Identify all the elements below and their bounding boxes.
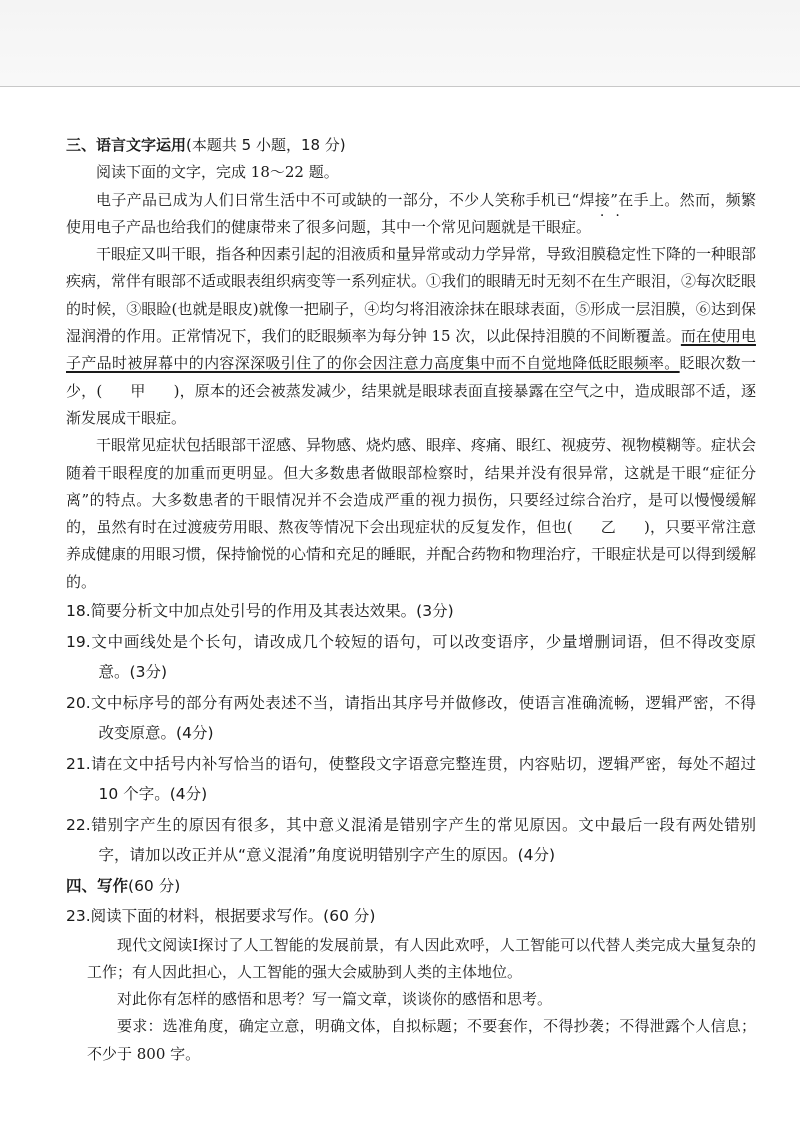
section-3-heading — [66, 132, 756, 159]
question-text: 错别字产生的原因有很多，其中意义混淆是错别字产生的常见原因。文中最后一段有两处错别字，请加以改正并从“意义混淆”角度说明错别字产生的原因。(4分) — [90, 815, 756, 865]
question-number: 18. — [66, 602, 91, 621]
blank-a-label: 甲 — [130, 381, 146, 400]
exam-page-content — [66, 132, 756, 1068]
dotted-char-1: 焊 — [579, 190, 595, 209]
writing-material: 现代文阅读Ⅰ探讨了人工智能的发展前景，有人因此欢呼，人工智能可以代替人类完成大量复杂的工作；有人因此担心，人工智能的强大会威胁到人类的主体地位。 — [87, 935, 756, 981]
question-21 — [66, 749, 756, 810]
question-19 — [66, 627, 756, 688]
section-4-title: 四、写作 — [66, 876, 129, 895]
question-number: 19. — [66, 632, 91, 651]
blank-b-label: 乙 — [600, 518, 616, 537]
section-3-intro: 阅读下面的文字，完成 18～22 题。 — [96, 163, 339, 182]
question-20 — [66, 688, 756, 749]
p2-text-a: 干眼症又叫干眼，指各种因素引起的泪液质和量异常或动力学异常，导致泪膜稳定性下降的一种眼部疾病，常伴有眼部不适或眼表组织病变等一系列症状。①我们的眼睛无时无刻不在生产眼泪，②每次眨眼的时候，③眼睑(也就是眼皮)就像一把刷子，④均匀将泪液涂抹在眼球表面，⑤形成一层泪膜，⑥达到保湿润滑的作用。正常情况下，我们的眨眼频率为每分钟 15 次，以此保持泪膜的不间断覆盖。 — [66, 245, 757, 346]
question-text: 简要分析文中加点处引号的作用及其表达效果。(3分) — [90, 602, 454, 621]
passage-paragraph-2 — [66, 241, 756, 432]
p2-text-c: )，原本的还会被蒸发减少，结果就是眼球表面直接暴露在空气之中，造成眼部不适，逐渐发展成干眼症。 — [66, 381, 756, 427]
underlined-long-sentence: 而在使用电子产品时被屏幕中的内容深深吸引住了的你会因注意力高度集中而不自觉地降低眨眼频率。 — [66, 327, 756, 373]
question-number: 21. — [66, 754, 91, 773]
question-text: 文中画线处是个长句，请改成几个较短的语句，可以改变语序，少量增删词语，但不得改变原意。(3分) — [90, 632, 756, 682]
question-number: 22. — [66, 815, 91, 834]
question-number: 20. — [66, 693, 91, 712]
question-text: 请在文中括号内补写恰当的语句，使整段文字语意完整连贯，内容贴切，逻辑严密，每处不超过 10 个字。(4分) — [90, 754, 756, 804]
section-4-subtitle: (60 分) — [128, 876, 181, 895]
section-3-title: 三、语言文字运用 — [66, 136, 187, 154]
p1-text-b: ”在手上。然而，频繁使用电子产品也给我们的健康带来了很多问题，其中一个常见问题就是干眼症。 — [66, 190, 756, 236]
section-4-heading — [66, 871, 756, 902]
question-22 — [66, 810, 756, 871]
dotted-char-2: 接 — [594, 190, 611, 209]
writing-prompt: 对此你有怎样的感悟和思考？写一篇文章，谈谈你的感悟和思考。 — [117, 990, 553, 1009]
question-23 — [66, 901, 756, 932]
p2-text-b: 眨眼次数一少，( — [66, 354, 756, 400]
question-text: 阅读下面的材料，根据要求写作。(60 分) — [90, 907, 376, 926]
p1-text-a: 电子产品已成为人们日常生活中不可或缺的一部分，不少人笑称手机已“ — [96, 190, 580, 209]
question-18 — [66, 596, 756, 627]
scan-top-margin — [0, 0, 800, 86]
section-3-subtitle: (本题共 5 小题，18 分) — [186, 136, 346, 154]
question-text: 文中标序号的部分有两处表述不当，请指出其序号并做修改，使语言准确流畅，逻辑严密，不得改变原意。(4分) — [90, 693, 756, 743]
page-top-divider — [0, 86, 800, 87]
question-number: 23. — [66, 907, 91, 926]
writing-requirements: 要求：选准角度，确定立意，明确文体，自拟标题；不要套作，不得抄袭；不得泄露个人信息；不少于 800 字。 — [87, 1017, 756, 1063]
p3-text-a: 干眼常见症状包括眼部干涩感、异物感、烧灼感、眼痒、疼痛、眼红、视疲劳、视物模糊等。症状会随着干眼程度的加重而更明显。但大多数患者做眼部检察时，结果并没有很异常，这就是干眼“症征分离”的特点。大多数患者的干眼情况并不会造成严重的视力损伤，只要经过综合治疗，是可以慢慢缓解的，虽然有时在过渡疲劳用眼、熬夜等情况下会出现症状的反复发作，但也( — [66, 436, 757, 537]
passage-paragraph-3 — [66, 432, 756, 596]
p3-text-b: )，只要平常注意养成健康的用眼习惯，保持愉悦的心情和充足的睡眠，并配合药物和物理治疗，干眼症状是可以得到缓解的。 — [66, 518, 757, 591]
passage-paragraph-1 — [66, 187, 756, 242]
